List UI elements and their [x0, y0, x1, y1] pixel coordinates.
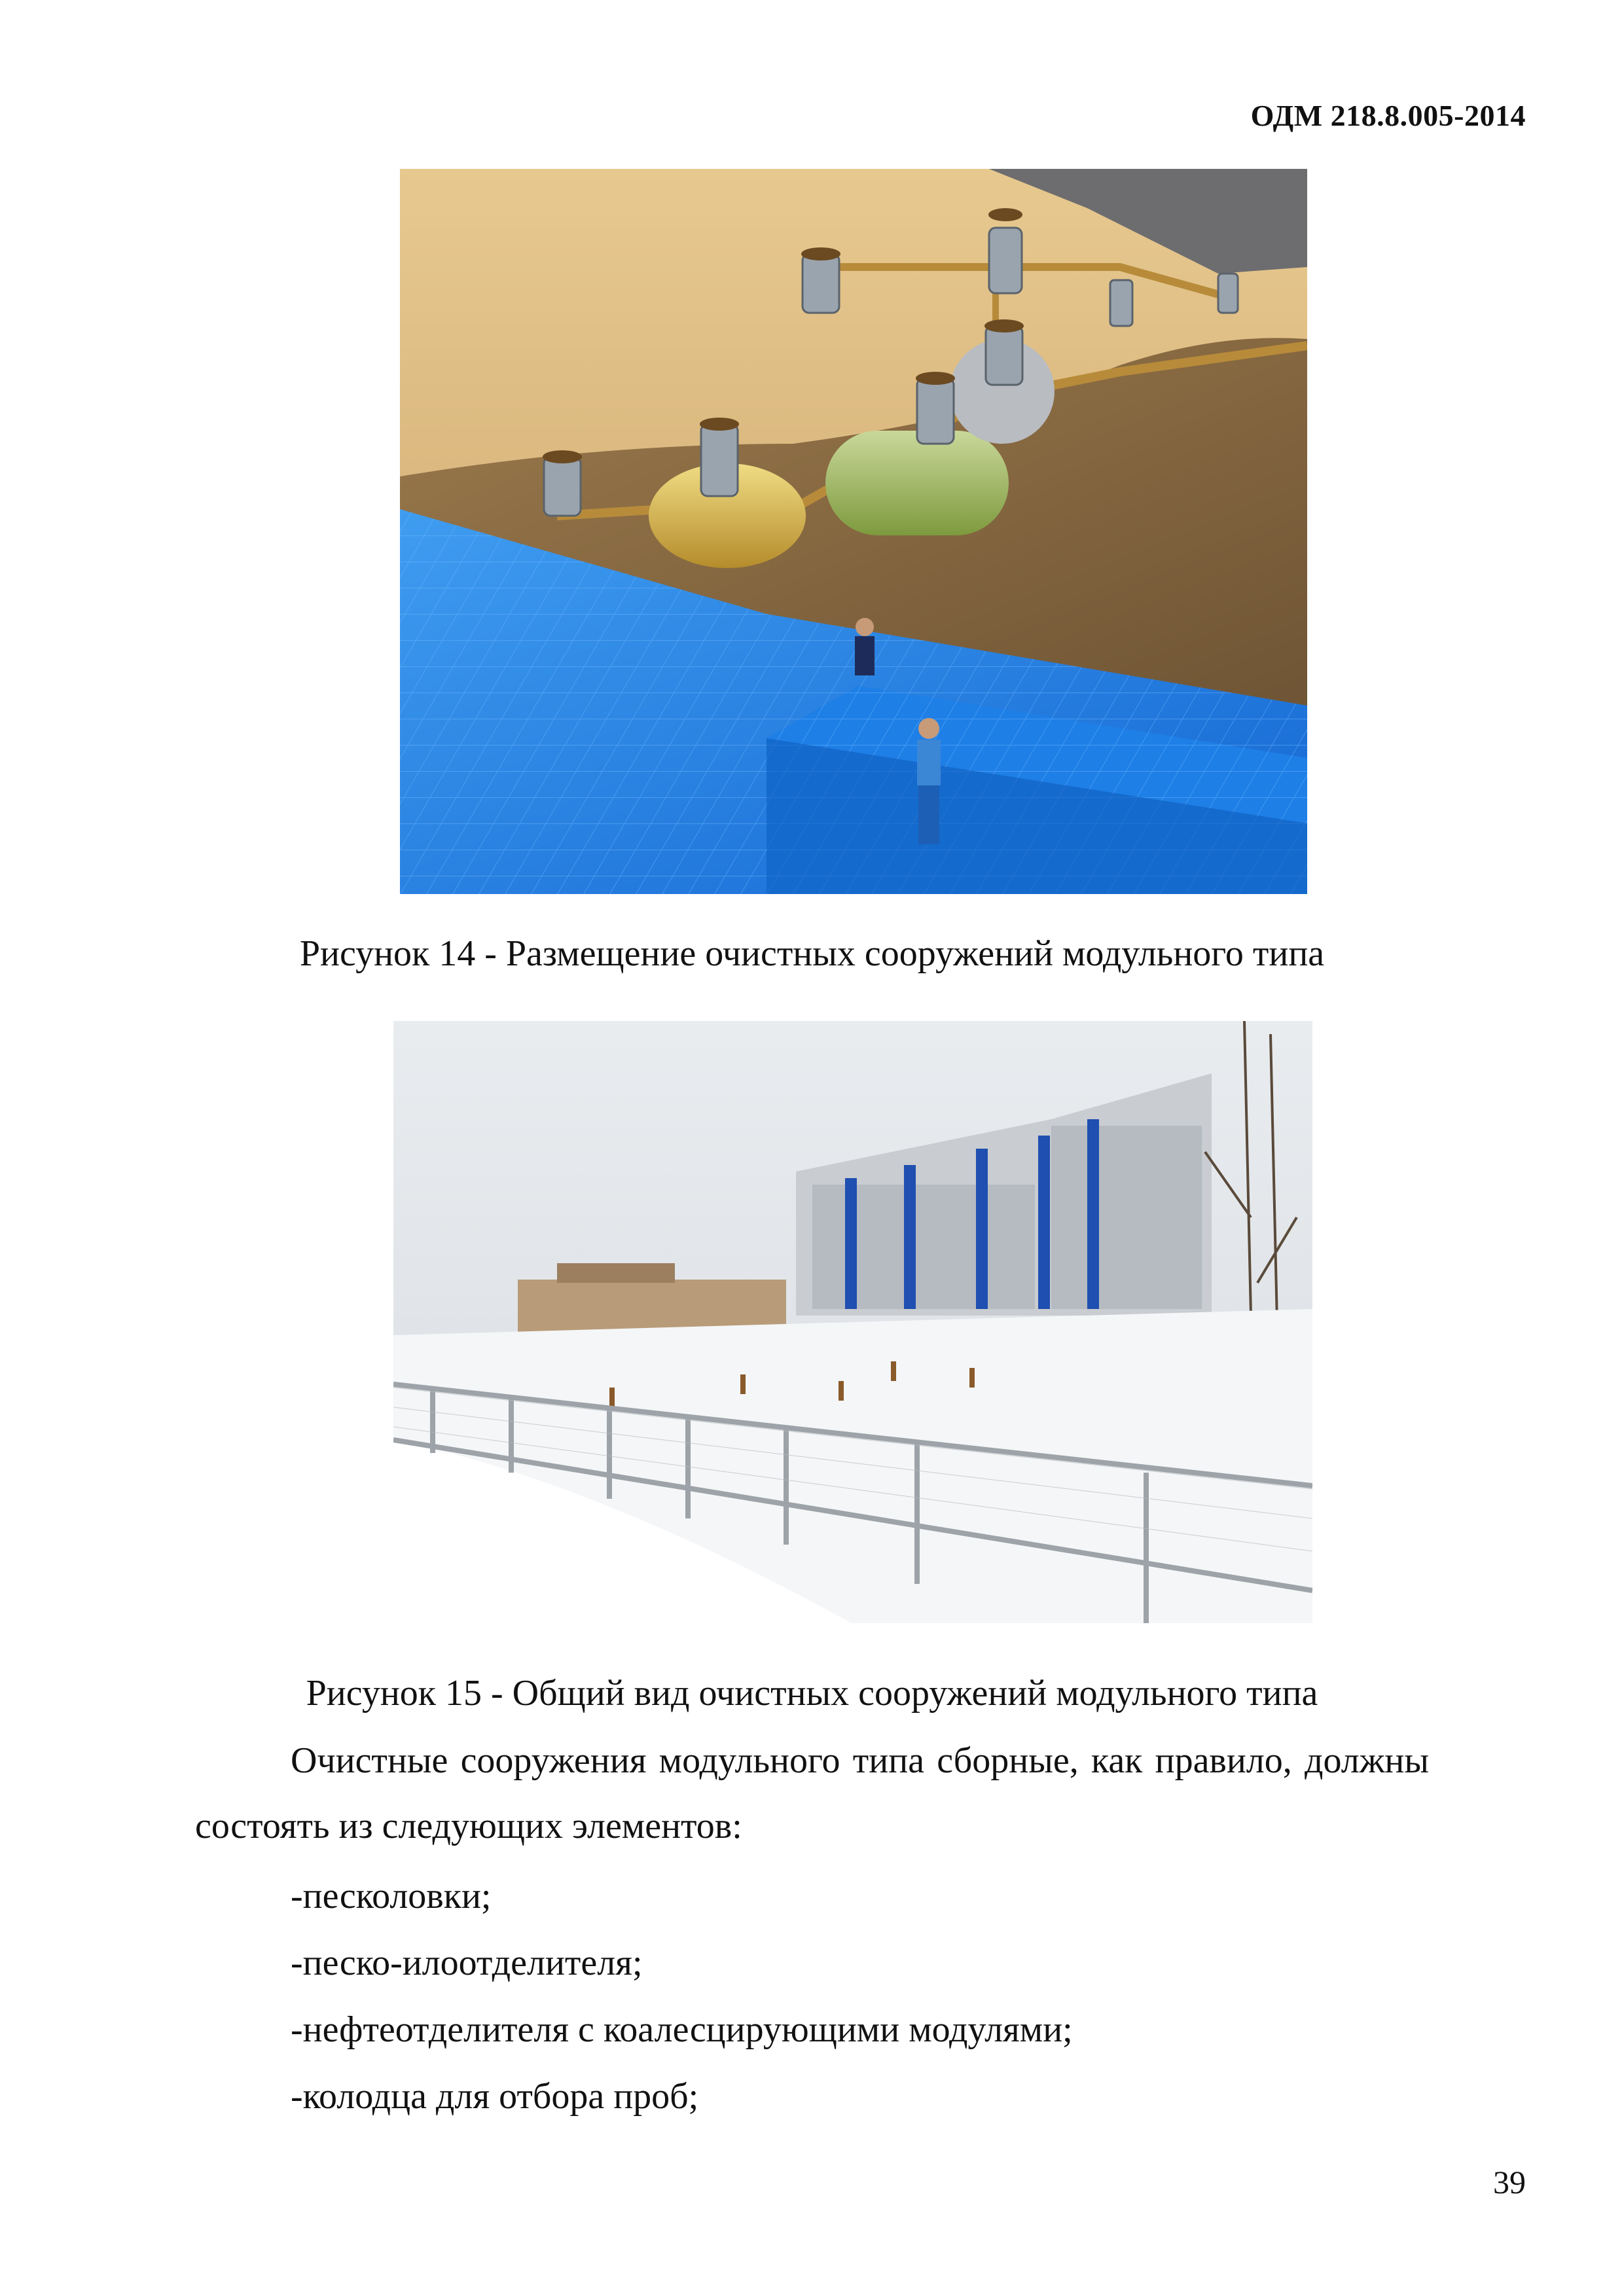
list-item: -нефтеотделителя с коалесцирующими модулями; — [291, 2009, 1073, 2050]
intro-paragraph — [195, 1728, 1429, 1859]
page-number: 39 — [1493, 2164, 1526, 2200]
figure-14-caption: Рисунок 14 - Размещение очистных сооружений модульного типа — [299, 933, 1325, 974]
list-item: -песко-илоотделителя; — [291, 1943, 643, 1983]
figure-15-caption: Рисунок 15 - Общий вид очистных сооружений модульного типа — [306, 1673, 1318, 1713]
figure-15-image — [393, 1021, 1312, 1623]
intro-text: Очистные сооружения модульного типа сборные, как правило, должны состоять из следующих элементов: — [195, 1740, 1429, 1846]
figure-14-image — [400, 169, 1307, 894]
elements-list — [291, 1863, 1073, 2130]
document-code: ОДМ 218.8.005-2014 — [1250, 99, 1526, 132]
list-item: -колодца для отбора проб; — [291, 2076, 699, 2117]
list-item: -песколовки; — [291, 1876, 492, 1916]
